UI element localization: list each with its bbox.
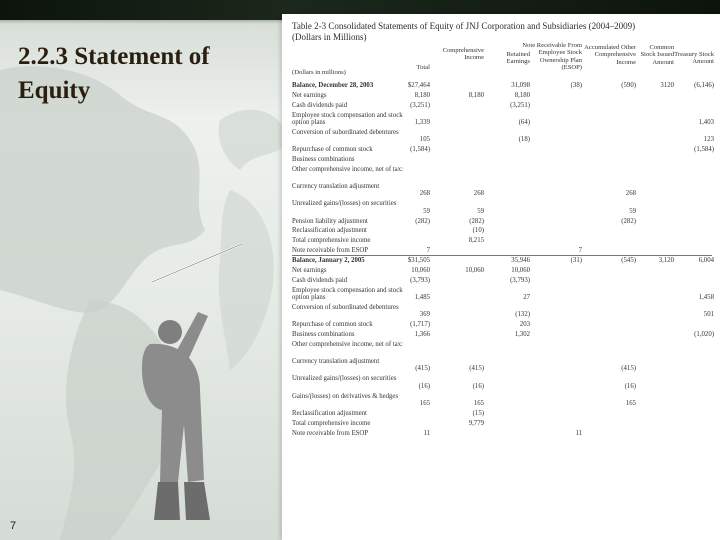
cell-value: 268 xyxy=(473,190,484,198)
row-label: Employee stock compensation and stock option plans xyxy=(292,111,403,126)
cell-value: (38) xyxy=(570,82,582,89)
table-row xyxy=(282,102,720,109)
cell-value: (16) xyxy=(624,382,636,390)
row-label: Business combinations xyxy=(292,156,355,163)
presenter-figure-illustration xyxy=(130,220,280,540)
row-label: Total comprehensive income xyxy=(292,237,371,245)
cell-value: (1,020) xyxy=(694,331,714,339)
table-row xyxy=(282,156,720,163)
row-label: Business combinations xyxy=(292,331,355,339)
table-row xyxy=(282,331,720,338)
column-header: Note Receivable From Employee Stock Ownership Plan (ESOP) xyxy=(522,42,582,72)
row-label: Other comprehensive income, net of tax: xyxy=(292,165,403,173)
cell-value: 35,946 xyxy=(511,257,530,265)
cell-value: (3,793) xyxy=(410,276,430,284)
cell-value: 8,180 xyxy=(468,91,484,99)
column-header: Treasury Stock Amount xyxy=(674,51,714,66)
cell-value: $31,505 xyxy=(407,257,430,265)
table-row xyxy=(282,82,720,89)
row-label: Unrealized gains/(losses) on securities xyxy=(292,375,397,383)
cell-value: (3,251) xyxy=(510,101,530,109)
cell-value: (1,584) xyxy=(410,146,430,154)
table-subtitle: (Dollars in Millions) xyxy=(292,32,367,42)
row-label: Repurchase of common stock xyxy=(292,146,373,154)
table-title xyxy=(292,21,712,43)
table-row xyxy=(282,375,720,390)
row-label: Total comprehensive income xyxy=(292,419,371,427)
table-row xyxy=(282,393,720,408)
cell-value: 369 xyxy=(419,311,430,319)
cell-value: (590) xyxy=(621,82,636,89)
cell-value: 8,215 xyxy=(468,237,484,245)
row-label: Currency translation adjustment xyxy=(292,358,380,366)
table-row xyxy=(282,304,720,319)
column-header: Accumulated Other Comprehensive Income xyxy=(584,44,636,66)
cell-value: (6,146) xyxy=(694,82,714,89)
row-label: Balance, January 2, 2005 xyxy=(292,257,365,265)
table-row xyxy=(282,358,720,373)
cell-value: 203 xyxy=(519,321,530,329)
cell-value: (10) xyxy=(472,227,484,235)
cell-value: (18) xyxy=(518,136,530,144)
cell-value: 3120 xyxy=(660,82,674,89)
cell-value: 1,485 xyxy=(414,294,430,302)
row-label: Note receivable from ESOP xyxy=(292,247,369,255)
cell-value: 59 xyxy=(629,207,636,215)
table-row xyxy=(282,218,720,225)
table-row xyxy=(282,410,720,417)
row-label: Other comprehensive income, net of tax: xyxy=(292,341,403,348)
column-header: Common Stock Issued Amount xyxy=(640,44,674,66)
cell-value: 59 xyxy=(477,207,484,215)
table-row xyxy=(282,227,720,234)
cell-value: $27,464 xyxy=(407,82,430,89)
table-title-main: Table 2-3 Consolidated Statements of Equity of JNJ Corporation and Subsidiaries (2004–2009) xyxy=(292,21,636,31)
statement-of-equity-table xyxy=(282,14,720,540)
row-label: Employee stock compensation and stock option plans xyxy=(292,286,403,302)
cell-value: 7 xyxy=(426,247,430,255)
cell-value: (282) xyxy=(469,217,484,225)
cell-value: (282) xyxy=(415,217,430,225)
row-label: Conversion of subordinated debentures xyxy=(292,128,399,136)
cell-value: 6,004 xyxy=(698,257,714,265)
row-label: Gains/(losses) on derivatives & hedges xyxy=(292,392,399,400)
cell-value: (3,251) xyxy=(410,101,430,109)
table-row xyxy=(282,341,720,356)
table-row xyxy=(282,430,720,437)
cell-value: 123 xyxy=(703,136,714,144)
cell-value: 11 xyxy=(575,429,582,437)
cell-value: 8,180 xyxy=(414,91,430,99)
row-label: Repurchase of common stock xyxy=(292,321,373,329)
stub-header: (Dollars in millions) xyxy=(292,69,346,76)
row-label: Balance, December 28, 2003 xyxy=(292,82,374,89)
row-label: Reclassification adjustment xyxy=(292,227,367,235)
table-row xyxy=(282,237,720,244)
cell-value: (64) xyxy=(518,118,530,126)
row-label: Net earnings xyxy=(292,91,327,99)
cell-value: 268 xyxy=(625,190,636,198)
table-row xyxy=(282,183,720,198)
cell-value: (16) xyxy=(472,382,484,390)
table-row xyxy=(282,112,720,127)
table-row xyxy=(282,321,720,328)
cell-value: 1,339 xyxy=(414,118,430,126)
cell-value: 10,060 xyxy=(465,267,484,274)
cell-value: 268 xyxy=(419,190,430,198)
cell-value: (132) xyxy=(515,311,530,319)
row-label: Reclassification adjustment xyxy=(292,409,367,417)
cell-value: (545) xyxy=(621,257,636,265)
table-row xyxy=(282,420,720,427)
cell-value: (415) xyxy=(621,365,636,373)
row-label: Note receivable from ESOP xyxy=(292,429,369,437)
cell-value: (282) xyxy=(621,217,636,225)
cell-value: 105 xyxy=(419,136,430,144)
cell-value: 59 xyxy=(423,207,430,215)
row-rule xyxy=(292,255,712,256)
cell-value: 11 xyxy=(423,429,430,437)
slide-number: 7 xyxy=(10,520,17,532)
table-row xyxy=(282,247,720,254)
cell-value: (1,584) xyxy=(694,146,714,154)
cell-value: 9,779 xyxy=(468,419,484,427)
table-row xyxy=(282,146,720,153)
table-row xyxy=(282,267,720,274)
table-row xyxy=(282,287,720,302)
table-row xyxy=(282,129,720,144)
cell-value: 8,180 xyxy=(514,91,530,99)
row-label: Pension liability adjustment xyxy=(292,217,368,225)
cell-value: 1,366 xyxy=(414,331,430,339)
row-label: Cash dividends paid xyxy=(292,276,348,284)
row-label: Conversion of subordinated debentures xyxy=(292,304,399,311)
cell-value: (1,717) xyxy=(410,321,430,329)
row-label: Net earnings xyxy=(292,267,327,274)
cell-value: (31) xyxy=(570,257,582,265)
cell-value: (3,793) xyxy=(510,276,530,284)
cell-value: (16) xyxy=(418,382,430,390)
column-header: Total xyxy=(416,64,430,71)
cell-value: 165 xyxy=(473,399,484,407)
table-row xyxy=(282,200,720,215)
cell-value: 501 xyxy=(703,311,714,319)
cell-value: 3,120 xyxy=(658,257,674,265)
table-row xyxy=(282,92,720,99)
cell-value: 1,403 xyxy=(698,118,714,126)
cell-value: 27 xyxy=(523,294,530,302)
cell-value: 31,098 xyxy=(511,82,530,89)
slide-title: 2.2.3 Statement of Equity xyxy=(18,43,210,104)
cell-value: 165 xyxy=(625,399,636,407)
cell-value: 165 xyxy=(419,399,430,407)
row-label: Currency translation adjustment xyxy=(292,183,380,191)
cell-value: (415) xyxy=(469,365,484,373)
column-header: Comprehensive Income xyxy=(442,47,484,62)
cell-value: (15) xyxy=(472,409,484,417)
cell-value: 10,060 xyxy=(411,267,430,274)
table-row xyxy=(282,277,720,284)
cell-value: 10,060 xyxy=(511,267,530,274)
table-row xyxy=(282,257,720,264)
cell-value: 7 xyxy=(578,247,582,255)
row-label: Unrealized gains/(losses) on securities xyxy=(292,200,397,208)
column-header: Retained Earnings xyxy=(506,51,530,66)
cell-value: 1,458 xyxy=(698,294,714,302)
cell-value: (415) xyxy=(415,365,430,373)
cell-value: 1,302 xyxy=(514,331,530,339)
table-row xyxy=(282,166,720,181)
row-label: Cash dividends paid xyxy=(292,101,348,109)
